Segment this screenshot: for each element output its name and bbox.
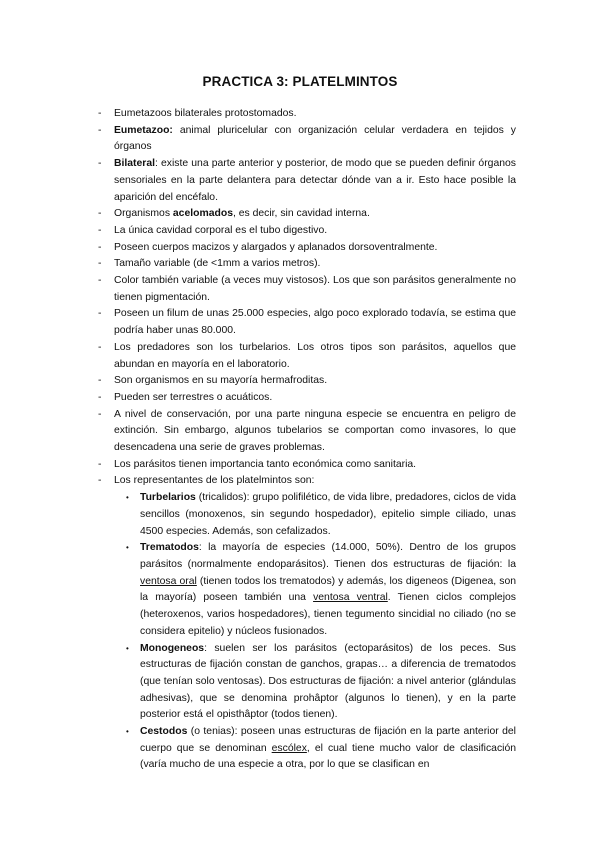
term: acelomados: [172, 208, 233, 220]
sub-list: [114, 490, 516, 774]
list-item: - Bilateral: existe una parte anterior y posterior, de modo que se pueden definir órganos sensoriales en la parte delantera para detectar dónde van a ir. Esto hace posible la aparición del encéfalo.: [114, 156, 516, 206]
list-item: - Los predadores son los turbelarios. Los otros tipos son parásitos, aquellos que abundan en mayoría en el laboratorio.: [114, 340, 516, 373]
term: Monogeneos: [140, 642, 205, 654]
list-item: - Los representantes de los platelmintos son: • Turbelarios (tricalidos): grupo polifilético, de vida libre, predadores, ciclos de vida sencillos (monoxenos, sin segundo hospedador), epitelio simple ciliado, unas 4500 especies. Además, son cefalizados. • Trematodos: la mayoría de especies (14.000, 50%). Dentro de los grupos parásitos (normalmente endoparásitos). Tienen dos estructuras de fijación: la ventosa oral (tienen todos los trematodos) y además, los digeneos (Digenea, son la mayoría) poseen también una ventosa ventral. Tienen ciclos complejos (heteroxenos, varios hospedadores), tienen tegumento sincidial no ciliado (no se considera epitelio) y núcleos fusionados. • Monogeneos: suelen ser los parásitos (ectoparásitos) de los peces. Sus estructuras de fijación constan de ganchos, grapas… a diferencia de trematodos (que tenían solo ventosas). Dos estructuras de fijación: a nivel anterior (glándulas adhesivas), que se denomina prohâptor (algunos lo tienen), y en la parte posterior está el opisthâptor (todos tienen). • Cestodos (o tenias): poseen unas estructuras de fijación en la parte anterior del cuerpo que se denominan escólex, el cual tiene mucho valor de clasificación (varía mucho de una especie a otra, por lo que se clasifican en: [114, 473, 516, 774]
list-item: - Los parásitos tienen importancia tanto económica como sanitaria.: [114, 457, 516, 474]
underlined-term: ventosa ventral: [313, 592, 388, 604]
list-item: - Eumetazoo: animal pluricelular con organización celular verdadera en tejidos y órganos: [114, 123, 516, 156]
list-item: - Tamaño variable (de <1mm a varios metros).: [114, 256, 516, 273]
sub-item-cestodos: • Cestodos (o tenias): poseen unas estructuras de fijación en la parte anterior del cuerpo que se denominan escólex, el cual tiene mucho valor de clasificación (varía mucho de una especie a otra, por lo que se clasifican en: [140, 724, 516, 774]
list-item: - Son organismos en su mayoría hermafroditas.: [114, 373, 516, 390]
sub-item-turbelarios: • Turbelarios (tricalidos): grupo polifilético, de vida libre, predadores, ciclos de vida sencillos (monoxenos, sin segundo hospedador), epitelio simple ciliado, unas 4500 especies. Además, son cefalizados.: [140, 490, 516, 540]
list-item: - A nivel de conservación, por una parte ninguna especie se encuentra en peligro de extinción. Sin embargo, algunos tubelarios se comportan como invasores, lo que desencadena una serie de graves problemas.: [114, 407, 516, 457]
list-item: - Color también variable (a veces muy vistosos). Los que son parásitos generalmente no tienen pigmentación.: [114, 273, 516, 306]
bullet-list: [114, 106, 516, 774]
list-item: - Organismos acelomados, es decir, sin cavidad interna.: [114, 206, 516, 223]
list-item: - Poseen un filum de unas 25.000 especies, algo poco explorado todavía, se estima que podría haber unas 80.000.: [114, 306, 516, 339]
term: Bilateral: [114, 158, 156, 170]
page-title: PRACTICA 3: PLATELMINTOS: [202, 74, 398, 89]
list-item: - Poseen cuerpos macizos y alargados y aplanados dorsoventralmente.: [114, 240, 516, 257]
term: Trematodos: [140, 542, 199, 554]
underlined-term: escólex: [271, 742, 307, 754]
term: Turbelarios: [140, 492, 196, 504]
term: Eumetazoo:: [114, 124, 173, 136]
underlined-term: ventosa oral: [140, 575, 197, 587]
list-item: - Eumetazoos bilaterales protostomados.: [114, 106, 516, 123]
term: Cestodos: [140, 726, 188, 738]
list-item: - La única cavidad corporal es el tubo digestivo.: [114, 223, 516, 240]
sub-item-trematodos: • Trematodos: la mayoría de especies (14.000, 50%). Dentro de los grupos parásitos (normalmente endoparásitos). Tienen dos estructuras de fijación: la ventosa oral (tienen todos los trematodos) y además, los digeneos (Digenea, son la mayoría) poseen también una ventosa ventral. Tienen ciclos complejos (heteroxenos, varios hospedadores), tienen tegumento sincidial no ciliado (no se considera epitelio) y núcleos fusionados.: [140, 540, 516, 640]
sub-item-monogeneos: • Monogeneos: suelen ser los parásitos (ectoparásitos) de los peces. Sus estructuras de fijación constan de ganchos, grapas… a diferencia de trematodos (que tenían solo ventosas). Dos estructuras de fijación: a nivel anterior (glándulas adhesivas), que se denomina prohâptor (algunos lo tienen), y en la parte posterior está el opisthâptor (todos tienen).: [140, 641, 516, 725]
list-item: - Pueden ser terrestres o acuáticos.: [114, 390, 516, 407]
